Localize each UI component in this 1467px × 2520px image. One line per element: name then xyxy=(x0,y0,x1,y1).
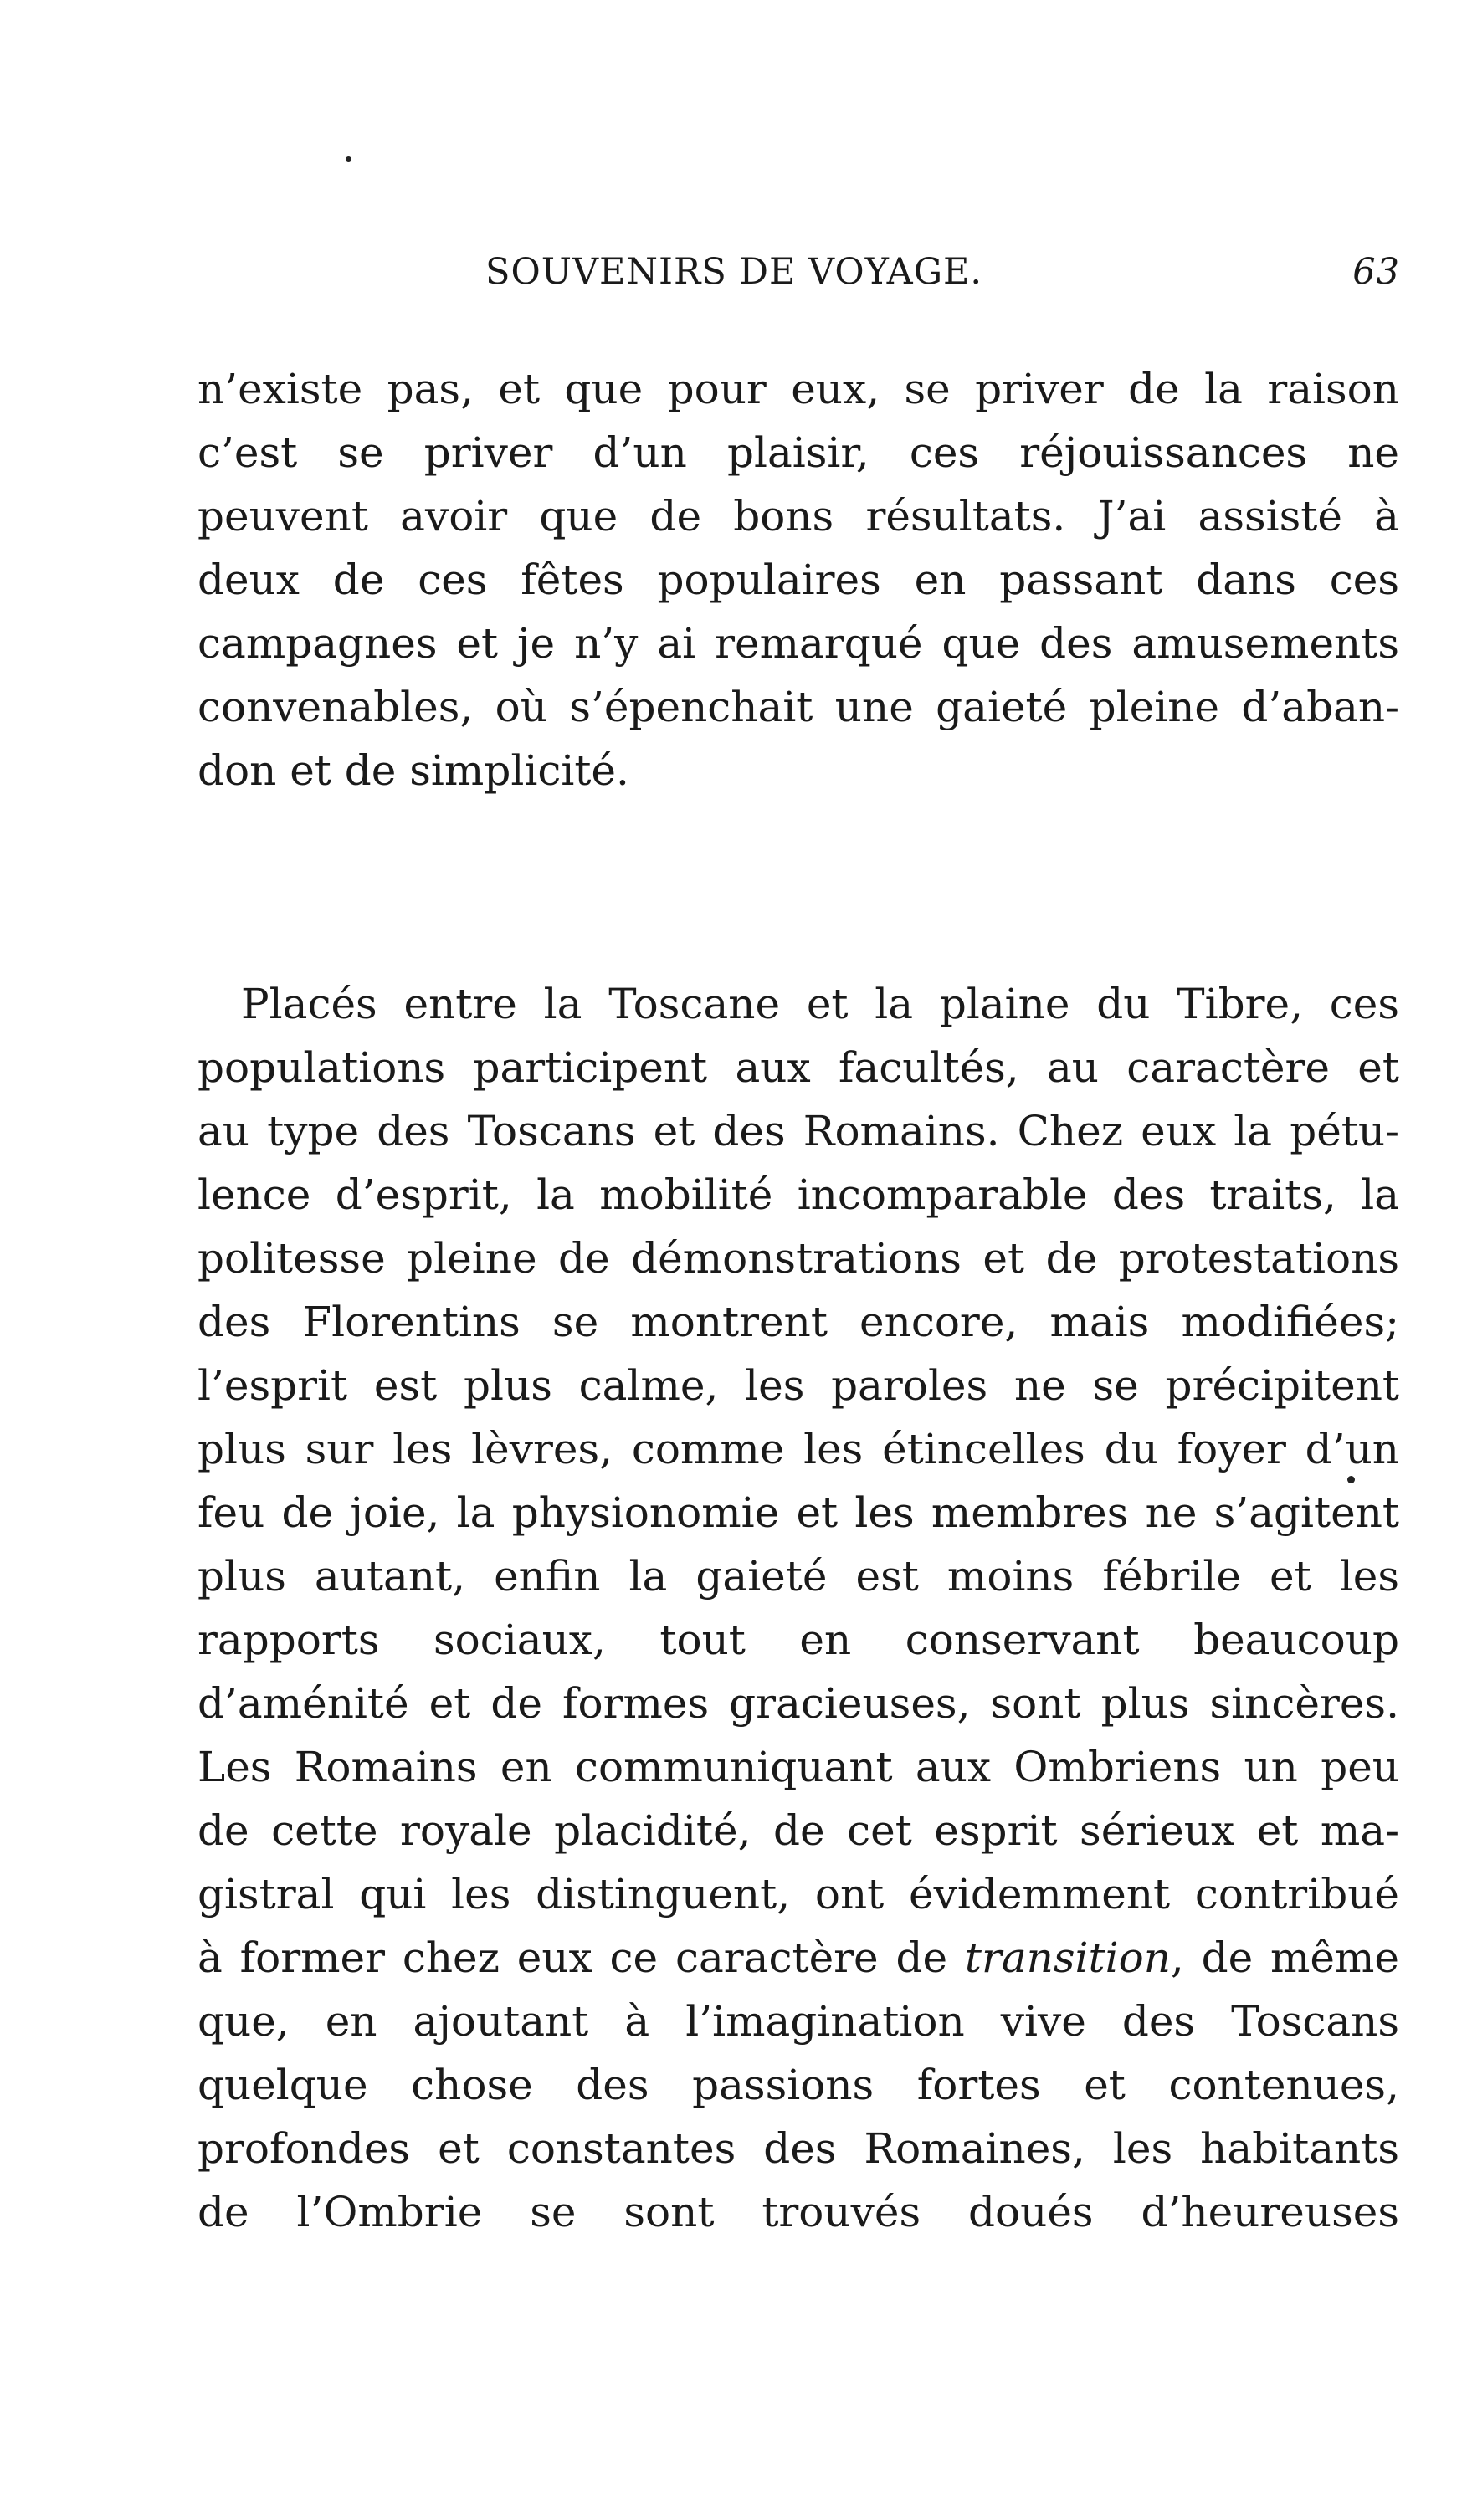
text-line: n’existe pas, et que pour eux, se priver de la raison xyxy=(197,365,1399,413)
text-segment: , de même xyxy=(1170,1934,1400,1982)
text-line: don et de simplicité. xyxy=(197,746,629,795)
text-line: au type des Toscans et des Romains. Chez eux la pétu- xyxy=(197,1107,1399,1155)
text-line: gistral qui les distinguent, ont évidemment contribué xyxy=(197,1870,1399,1918)
text-line xyxy=(197,1926,1399,1990)
text-line: de l’Ombrie se sont trouvés doués d’heureuses xyxy=(197,2188,1399,2236)
text-line: peuvent avoir que de bons résultats. J’ai assisté à xyxy=(197,492,1399,540)
text-line: de cette royale placidité, de cet esprit sérieux et ma- xyxy=(197,1806,1399,1855)
text-line: politesse pleine de démonstrations et de protestations xyxy=(197,1234,1399,1283)
italic-emphasis: transition xyxy=(964,1934,1171,1982)
text-line: des Florentins se montrent encore, mais modifiées; xyxy=(197,1298,1399,1346)
text-line: Placés entre la Toscane et la plaine du Tibre, ces xyxy=(241,980,1399,1028)
text-line: plus autant, enfin la gaieté est moins fébrile et les xyxy=(197,1552,1399,1601)
text-line: populations participent aux facultés, au caractère et xyxy=(197,1043,1399,1092)
ink-speck xyxy=(346,156,351,162)
page-header xyxy=(485,251,1400,310)
text-line: lence d’esprit, la mobilité incomparable des traits, la xyxy=(197,1170,1399,1219)
text-line: c’est se priver d’un plaisir, ces réjouissances ne xyxy=(197,428,1399,477)
running-title: SOUVENIRS DE VOYAGE. xyxy=(485,251,983,293)
text-segment: à former chez eux ce caractère de xyxy=(197,1934,965,1982)
text-line: feu de joie, la physionomie et les membres ne s’agitent xyxy=(197,1488,1399,1537)
text-line: plus sur les lèvres, comme les étincelles du foyer d’un xyxy=(197,1425,1399,1473)
text-line: campagnes et je n’y ai remarqué que des amusements xyxy=(197,619,1399,668)
text-line: d’aménité et de formes gracieuses, sont plus sincères. xyxy=(197,1679,1399,1728)
page-number: 63 xyxy=(1352,251,1400,293)
text-line: Les Romains en communiquant aux Ombriens un peu xyxy=(197,1743,1399,1791)
text-line: que, en ajoutant à l’imagination vive des Toscans xyxy=(197,1997,1399,2046)
text-line: deux de ces fêtes populaires en passant dans ces xyxy=(197,556,1399,604)
text-line: convenables, où s’épenchait une gaieté pleine d’aban- xyxy=(197,683,1399,731)
text-line: rapports sociaux, tout en conservant beaucoup xyxy=(197,1616,1399,1664)
text-line: l’esprit est plus calme, les paroles ne se précipitent xyxy=(197,1361,1399,1410)
text-line: profondes et constantes des Romaines, les habitants xyxy=(197,2124,1399,2173)
text-line: quelque chose des passions fortes et contenues, xyxy=(197,2061,1399,2109)
